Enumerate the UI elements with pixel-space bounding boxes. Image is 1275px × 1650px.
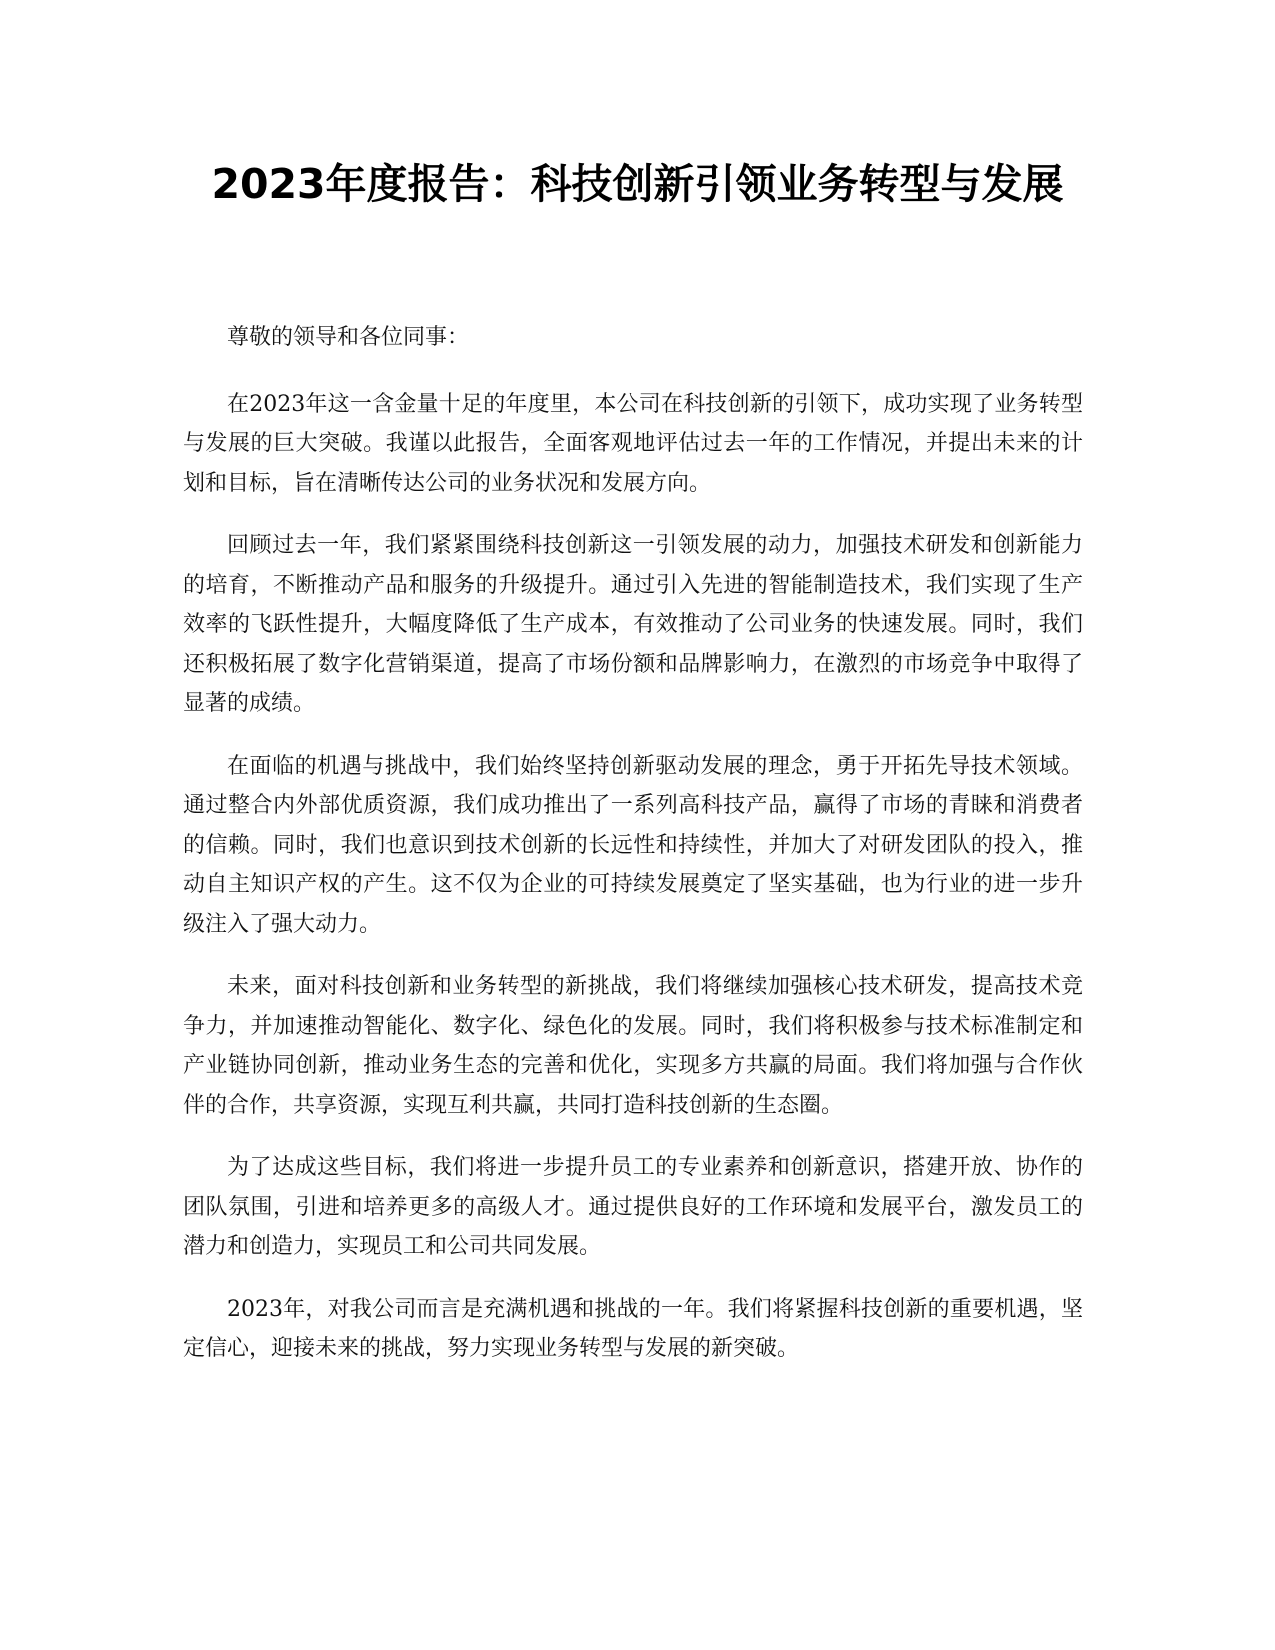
paragraph-future: 未来，面对科技创新和业务转型的新挑战，我们将继续加强核心技术研发，提高技术竞争力，并加速推动智能化、数字化、绿色化的发展。同时，我们将积极参与技术标准制定和产业链协同创新，推动业务生态的完善和优化，实现多方共赢的局面。我们将加强与合作伙伴的合作，共享资源，实现互利共赢，共同打造科技创新的生态圈。	[183, 974, 1083, 1118]
document-body	[183, 318, 1083, 1392]
paragraph-talent: 为了达成这些目标，我们将进一步提升员工的专业素养和创新意识，搭建开放、协作的团队氛围，引进和培养更多的高级人才。通过提供良好的工作环境和发展平台，激发员工的潜力和创造力，实现员工和公司共同发展。	[183, 1155, 1083, 1259]
paragraph-intro: 在2023年这一含金量十足的年度里，本公司在科技创新的引领下，成功实现了业务转型与发展的巨大突破。我谨以此报告，全面客观地评估过去一年的工作情况，并提出未来的计划和目标，旨在清晰传达公司的业务状况和发展方向。	[183, 391, 1083, 496]
paragraph-review: 回顾过去一年，我们紧紧围绕科技创新这一引领发展的动力，加强技术研发和创新能力的培育，不断推动产品和服务的升级提升。通过引入先进的智能制造技术，我们实现了生产效率的飞跃性提升，大幅度降低了生产成本，有效推动了公司业务的快速发展。同时，我们还积极拓展了数字化营销渠道，提高了市场份额和品牌影响力，在激烈的市场竞争中取得了显著的成绩。	[183, 533, 1083, 716]
document-title: 2023年度报告：科技创新引领业务转型与发展	[211, 160, 1064, 208]
salutation: 尊敬的领导和各位同事：	[227, 325, 470, 350]
paragraph-opportunities: 在面临的机遇与挑战中，我们始终坚持创新驱动发展的理念，勇于开拓先导技术领域。通过整合内外部优质资源，我们成功推出了一系列高科技产品，赢得了市场的青睐和消费者的信赖。同时，我们也意识到技术创新的长远性和持续性，并加大了对研发团队的投入，推动自主知识产权的产生。这不仅为企业的可持续发展奠定了坚实基础，也为行业的进一步升级注入了强大动力。	[183, 753, 1083, 937]
paragraph-conclusion: 2023年，对我公司而言是充满机遇和挑战的一年。我们将紧握科技创新的重要机遇，坚定信心，迎接未来的挑战，努力实现业务转型与发展的新突破。	[183, 1296, 1083, 1361]
